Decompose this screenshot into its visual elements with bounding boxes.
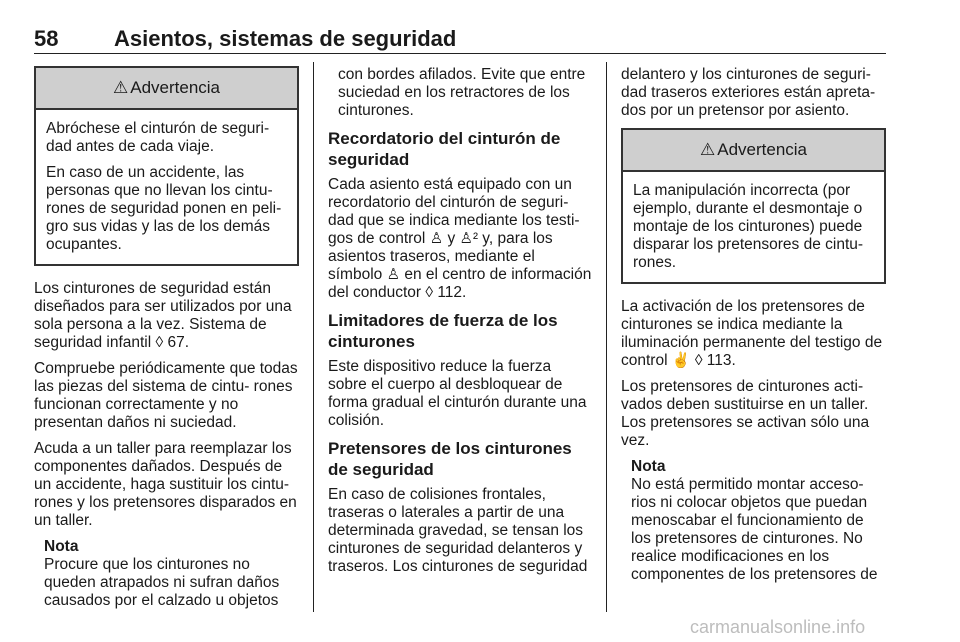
section-heading: Pretensores de los cinturones de seguridad: [328, 439, 572, 479]
column-3: [621, 66, 886, 592]
warning-text: Abróchese el cinturón de seguri- dad antes de cada viaje.: [46, 120, 270, 155]
text-run: y, para los asientos traseros, mediante el símbolo: [328, 230, 553, 283]
paragraph: Este dispositivo reduce la fuerza sobre el cuerpo al desbloquear de forma gradual el cinturón durante una colisión.: [328, 358, 587, 429]
column-divider-2: [606, 62, 607, 612]
warning-header: [623, 130, 884, 170]
text-run: y: [447, 230, 456, 247]
paragraph: Los pretensores de cinturones acti- vados deben sustituirse en un taller. Los pretensores se activan sólo una vez.: [621, 378, 870, 449]
column-2: [328, 66, 592, 584]
note-title: Nota: [631, 458, 666, 475]
warning-triangle-icon: ⚠: [699, 140, 716, 159]
paragraph: Compruebe periódicamente que todas las piezas del sistema de cintu- rones funcionan correctamente y no presentan daños ni suciedad.: [34, 360, 298, 431]
warning-box: [34, 66, 299, 266]
warning-text: La manipulación incorrecta (por ejemplo, durante el desmontaje o montaje de los cinturones) puede disparar los pretensores de cintu- rones.: [633, 182, 864, 271]
paragraph: [328, 176, 592, 302]
text-run: ◊ 113.: [694, 352, 736, 369]
paragraph: Los cinturones de seguridad están diseñados para ser utilizados por una sola persona a la vez. Sistema de seguridad infantil ◊ 67.: [34, 280, 292, 351]
header-rule: [34, 53, 886, 54]
note-text: Procure que los cinturones no queden atrapados ni sufran daños causados por el calzado u objetos: [44, 556, 280, 609]
watermark: carmanualsonline.info: [690, 617, 866, 637]
paragraph: con bordes afilados. Evite que entre suciedad en los retractores de los cinturones.: [338, 66, 586, 119]
airbag-warning-icon: ✌: [671, 352, 691, 369]
seatbelt-reminder-2-icon: ♙²: [459, 230, 478, 247]
text-run: en el centro de información del conductor ◊ 112.: [328, 266, 592, 301]
warning-header: [36, 68, 297, 108]
note-box: [44, 538, 299, 610]
paragraph: delantero y los cinturones de seguri- dad traseros exteriores están apreta- dos por un pretensor por asiento.: [621, 66, 876, 119]
warning-box: [621, 128, 886, 284]
page-number: 58: [34, 26, 59, 51]
column-1: [34, 66, 299, 618]
note-title: Nota: [44, 538, 79, 555]
page-title: Asientos, sistemas de seguridad: [114, 26, 457, 51]
warning-title: Advertencia: [717, 140, 808, 159]
warning-body: [623, 170, 884, 282]
warning-title: Advertencia: [130, 78, 221, 97]
section-heading: Limitadores de fuerza de los cinturones: [328, 311, 558, 351]
paragraph: [621, 298, 886, 370]
section-heading: Recordatorio del cinturón de seguridad: [328, 129, 561, 169]
warning-body: [36, 108, 297, 264]
warning-triangle-icon: ⚠: [112, 78, 129, 97]
seatbelt-reminder-icon: ♙: [429, 230, 444, 247]
text-run: La activación de los pretensores de cinturones se indica mediante la iluminación permanente del testigo de control: [621, 298, 883, 369]
column-divider-1: [313, 62, 314, 612]
seatbelt-reminder-icon: ♙: [386, 266, 401, 283]
paragraph: Acuda a un taller para reemplazar los componentes dañados. Después de un accidente, haga sustituir los cintu- rones y los pretensores disparados en un taller.: [34, 440, 297, 529]
warning-text: En caso de un accidente, las personas que no llevan los cintu- rones de seguridad ponen en peli- gro sus vidas y las de los demás ocupantes.: [46, 164, 282, 253]
paragraph: En caso de colisiones frontales, traseras o laterales a partir de una determinada gravedad, se tensan los cinturones de seguridad delanteros y traseros. Los cinturones de seguridad: [328, 486, 588, 575]
note-text: No está permitido montar acceso- rios ni colocar objetos que puedan menoscabar el funcionamiento de los pretensores de cinturones. No realice modificaciones en los componentes de los pretensores de: [631, 476, 878, 583]
note-box: [631, 458, 886, 584]
text-run: Cada asiento está equipado con un recordatorio del cinturón de seguri- dad que se indica mediante los testi- gos de control: [328, 176, 580, 247]
